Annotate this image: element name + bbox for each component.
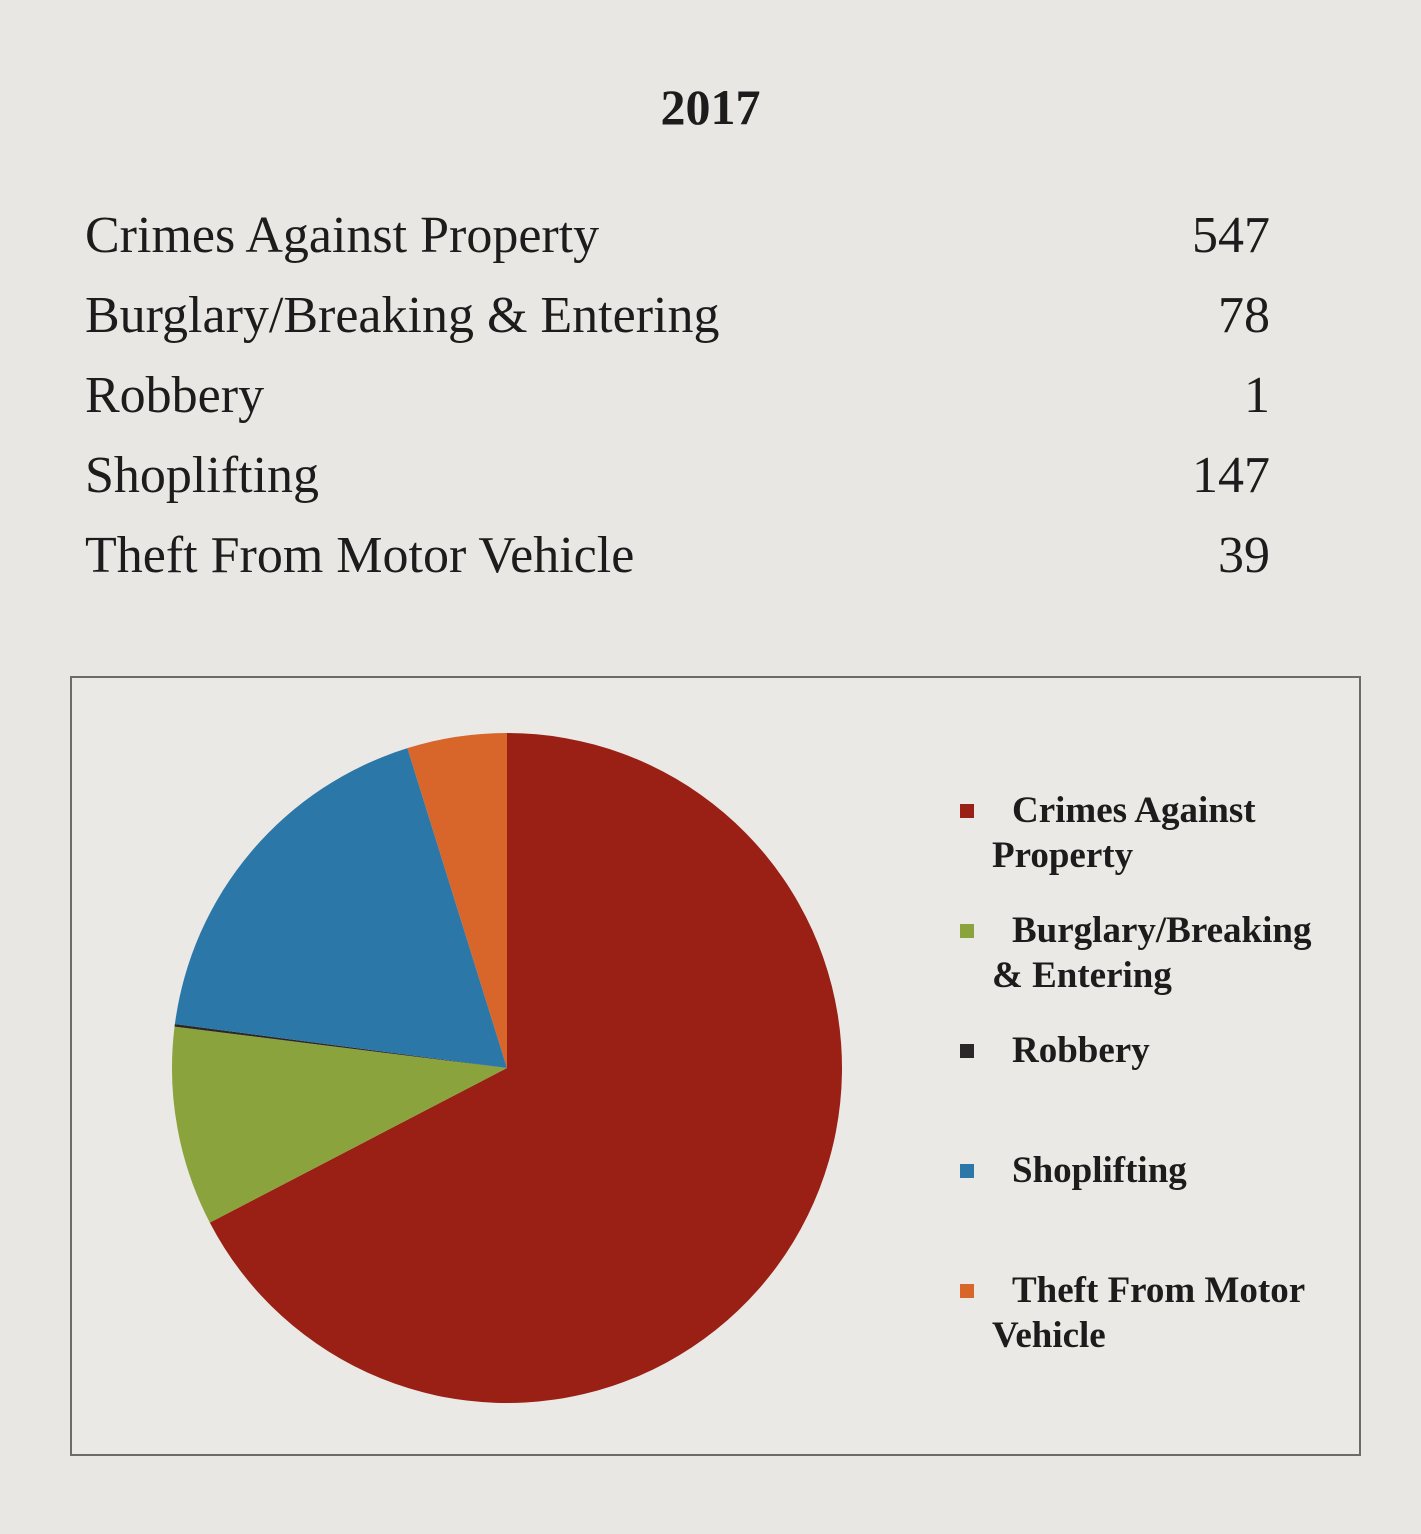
legend-swatch [960, 1284, 974, 1298]
legend-item [960, 1028, 1340, 1073]
chart-title: 2017 [660, 79, 761, 135]
stat-row-robbery [85, 355, 1270, 435]
stat-label: Crimes Against Property [85, 206, 600, 264]
legend-label: Robbery [1012, 1030, 1150, 1071]
stat-value: 78 [1218, 286, 1270, 344]
legend-item [960, 788, 1340, 878]
stats-table [85, 195, 1270, 595]
stat-label: Burglary/Breaking & Entering [85, 286, 720, 344]
legend-swatch [960, 1164, 974, 1178]
legend-swatch [960, 804, 974, 818]
legend-item [960, 908, 1340, 998]
stat-row-theft-from-motor-vehicle [85, 515, 1270, 595]
legend-label: Crimes Against [1012, 790, 1256, 831]
stat-label: Shoplifting [85, 446, 320, 504]
legend-swatch [960, 924, 974, 938]
legend-item [960, 1148, 1340, 1193]
legend-label: Shoplifting [1012, 1150, 1187, 1191]
legend-label: Vehicle [992, 1315, 1106, 1356]
chart-frame [70, 676, 1361, 1456]
stat-label: Robbery [85, 366, 265, 424]
stat-row-crimes-against-property [85, 195, 1270, 275]
legend-item [960, 1268, 1340, 1358]
stat-value: 39 [1218, 526, 1270, 584]
stat-value: 547 [1192, 206, 1270, 264]
legend-label: Burglary/Breaking [1012, 910, 1312, 951]
legend-label: Theft From Motor [1012, 1270, 1306, 1311]
stat-row-burglary [85, 275, 1270, 355]
pie-chart [167, 728, 847, 1408]
stat-row-shoplifting [85, 435, 1270, 515]
legend-label: & Entering [992, 955, 1172, 996]
stat-value: 147 [1192, 446, 1270, 504]
legend-swatch [960, 1044, 974, 1058]
legend-label: Property [992, 835, 1134, 876]
stat-value: 1 [1244, 366, 1270, 424]
stat-label: Theft From Motor Vehicle [85, 526, 635, 584]
